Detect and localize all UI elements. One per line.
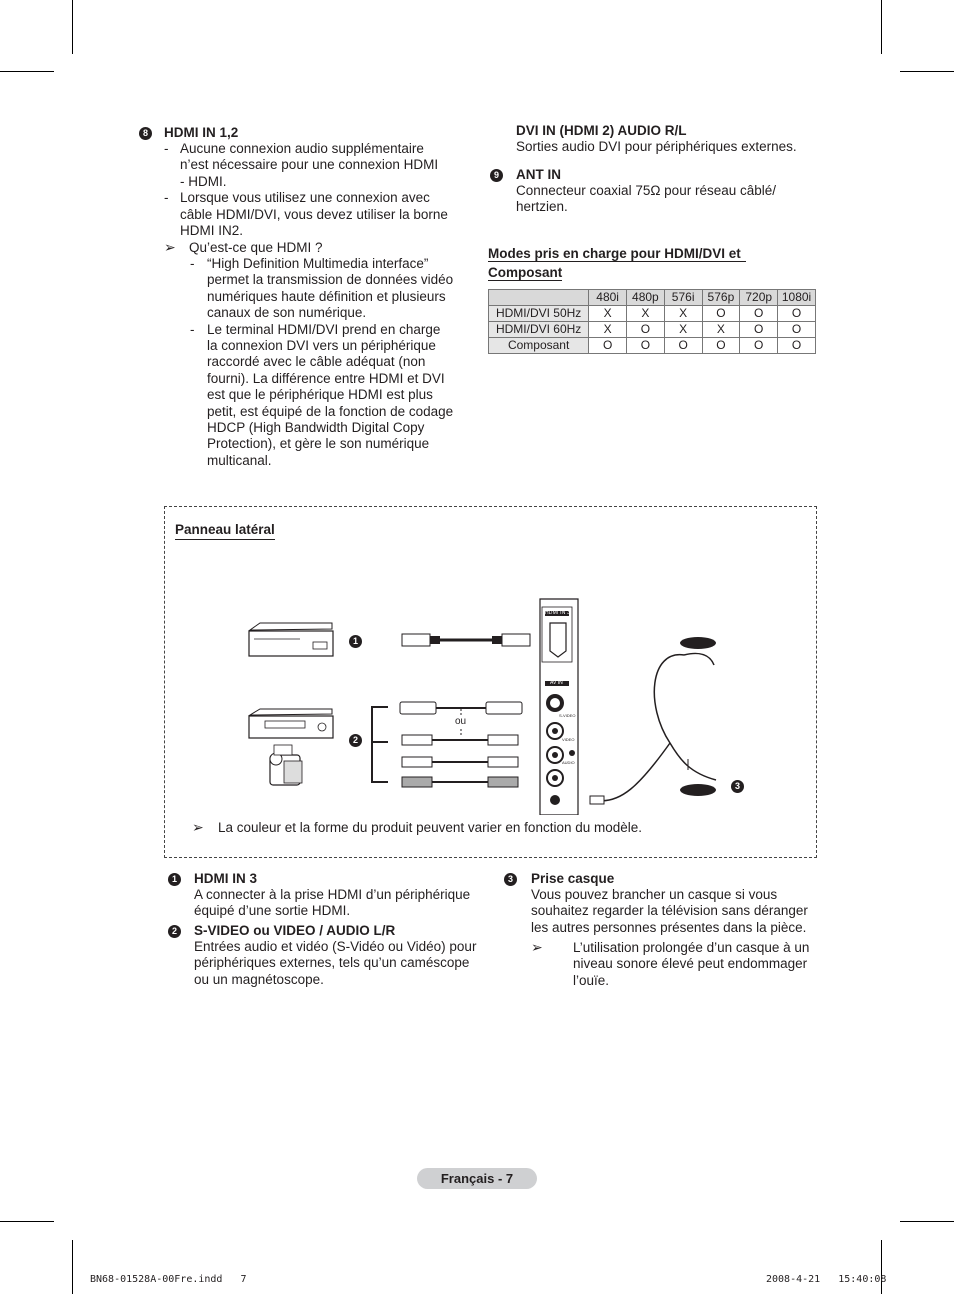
table-cell: O [778,306,816,322]
text-line: raccordé avec le câble adéquat (non [207,354,426,370]
table-cell: X [702,322,740,338]
table-header-cell: 576p [702,290,740,306]
text-line: “High Definition Multimedia interface” [207,256,429,271]
panel-title [175,522,275,538]
marker-1: 1 [168,873,181,886]
rca-cable-icon [402,735,518,787]
item1-text [194,887,470,920]
svideo-port-label: S-VIDEO [559,713,576,718]
text-line: HDMI IN2. [180,223,244,239]
table-header-cell [489,290,589,306]
text-line: ou un magnétoscope. [194,971,324,987]
bullet-list [164,141,474,239]
table-cell: O [740,322,778,338]
text-line: Composant [488,265,563,280]
item2-text [194,939,476,988]
list-item: - Aucune connexion audio supplémentaire n’est nécessaire pour une connexion HDMI - HDMI. [164,141,474,190]
video-port-label: VIDEO [562,737,575,742]
diagram-marker-2: 2 [349,734,362,747]
sub-list [190,256,480,469]
table-row [489,338,816,354]
text-line: les autres personnes présentes dans la pièce. [531,919,807,935]
text-line: niveau sonore élevé peut endommager [573,956,808,972]
text-line: n’est nécessaire pour une connexion HDMI [180,157,439,173]
list-item: - Lorsque vous utilisez une connexion avec câble HDMI/DVI, vous devez utiliser la borne HDMI IN2. [164,190,474,239]
crop-mark [0,1221,54,1222]
table-cell: O [702,338,740,354]
table-row-header: HDMI/DVI 60Hz [489,322,589,338]
headphone-icon [590,637,716,804]
item2-title: S-VIDEO ou VIDEO / AUDIO L/R [194,923,396,938]
text-line: Lorsque vous utilisez une connexion avec [180,190,430,206]
text-line: numériques haute définition et plusieurs [207,288,446,304]
table-cell: O [589,338,627,354]
connection-diagram [240,595,740,815]
text-line: Vous pouvez brancher un casque si vous [531,887,778,902]
crop-mark [900,71,954,72]
table-row [489,306,816,322]
note-arrow-icon: ➢ [192,819,204,835]
table-cell: X [664,306,702,322]
note-arrow-icon: ➢ [164,239,176,255]
text-line: - HDMI. [180,173,227,189]
note-title: Qu’est-ce que HDMI ? [189,240,323,255]
item1-title: HDMI IN 3 [194,871,258,886]
vcr-icon [249,709,333,738]
camcorder-icon [270,745,302,785]
crop-mark [72,0,73,54]
table-cell: O [664,338,702,354]
table-cell: X [664,322,702,338]
audio-port-label: AUDIO [562,760,575,765]
table-cell: X [589,306,627,322]
table-header-row [489,290,816,306]
text-line: fourni). La différence entre HDMI et DVI [207,370,445,386]
text-line: périphériques externes, tels qu’un caméscope [194,955,470,971]
table-row-header: HDMI/DVI 50Hz [489,306,589,322]
table-cell: O [778,338,816,354]
table-row-header: Composant [489,338,589,354]
hdmi-in-3-port-label: HDMI IN 3 [545,610,571,616]
table-header-cell: 720p [740,290,778,306]
text-line: petit, est équipé de la fonction de codage [207,403,454,419]
section-title-hdmi-in-1-2: HDMI IN 1,2 [164,125,239,140]
table-cell: O [626,338,664,354]
list-item: - “High Definition Multimedia interface” permet la transmission de données vidéo numériques haute définition et plusieurs canaux de son numérique. [190,256,480,322]
text-line: Modes pris en charge pour HDMI/DVI et [488,246,746,262]
file-info: BN68-01528A-00Fre.indd 7 [90,1274,247,1285]
item3-title: Prise casque [531,871,615,886]
dvi-title: DVI IN (HDMI 2) AUDIO R/L [516,123,687,138]
item3-text [531,887,808,936]
item3-note [573,940,809,989]
text-line: Aucune connexion audio supplémentaire [180,141,424,156]
ant-text [516,183,776,216]
text-line: HDCP (High Bandwidth Digital Copy [207,420,425,436]
text-line: hertzien. [516,199,568,215]
table-cell: X [626,306,664,322]
text-line: équipé d’une sortie HDMI. [194,903,351,919]
diagram-marker-1: 1 [349,635,362,648]
note-arrow-icon: ➢ [531,939,543,955]
table-cell: O [740,338,778,354]
modes-title [488,244,746,282]
diagram-marker-3: 3 [731,780,744,793]
text-line: souhaitez regarder la télévision sans déranger [531,903,808,919]
panel-note: La couleur et la forme du produit peuvent varier en fonction du modèle. [218,820,643,835]
page-number-badge: Français - 7 [417,1168,537,1189]
text-line: la connexion DVI vers un périphérique [207,338,436,354]
crop-mark [900,1221,954,1222]
dvi-text: Sorties audio DVI pour périphériques externes. [516,139,797,154]
table-cell: O [778,322,816,338]
tv-side-panel-icon [540,599,578,815]
print-date: 2008-4-21 15:40:08 [766,1274,887,1285]
text-line: l’ouïe. [573,972,610,988]
table-cell: O [702,306,740,322]
text-line: Connecteur coaxial 75Ω pour réseau câblé/ [516,183,777,198]
table-header-cell: 1080i [778,290,816,306]
table-cell: X [589,322,627,338]
marker-2: 2 [168,925,181,938]
table-cell: O [626,322,664,338]
table-header-cell: 576i [664,290,702,306]
dvd-player-icon [249,623,333,656]
table-header-cell: 480p [626,290,664,306]
marker-3: 3 [504,873,517,886]
text-line: A connecter à la prise HDMI d’un périphérique [194,887,471,902]
text-line: Entrées audio et vidéo (S-Vidéo ou Vidéo) pour [194,939,477,954]
text-line: câble HDMI/DVI, vous devez utiliser la borne [180,206,448,222]
modes-table [488,289,816,354]
text-line: Le terminal HDMI/DVI prend en charge [207,321,441,337]
text-line: L’utilisation prolongée d’un casque à un [573,940,810,955]
table-row [489,322,816,338]
crop-mark [881,0,882,54]
crop-mark [0,71,54,72]
text-line: Protection), et gère le son numérique [207,436,430,452]
marker-8: 8 [139,127,152,140]
ant-title: ANT IN [516,167,561,182]
text-line: est que le périphérique HDMI est plus [207,387,433,403]
text-line: multicanal. [207,452,272,468]
panel-title-text: Panneau latéral [175,522,275,540]
list-item: - Le terminal HDMI/DVI prend en charge la connexion DVI vers un périphérique raccordé avec le câble adéquat (non fourni). La différence entre HDMI et DVI est que le périphérique HDMI est plus petit, est équipé de la fonction de codage HDCP (High Bandwidth Digital Copy Protection), et gère le son numérique multicanal. [190,322,480,470]
marker-9: 9 [490,169,503,182]
table-cell: O [740,306,778,322]
crop-mark [72,1240,73,1294]
text-line: canaux de son numérique. [207,305,367,321]
hdmi-cable-icon [402,634,530,646]
av-in-port-label: AV IN [550,680,563,686]
text-line: permet la transmission de données vidéo [207,272,454,288]
svideo-cable-icon [400,702,522,714]
or-label: ou [455,716,467,727]
table-header-cell: 480i [589,290,627,306]
